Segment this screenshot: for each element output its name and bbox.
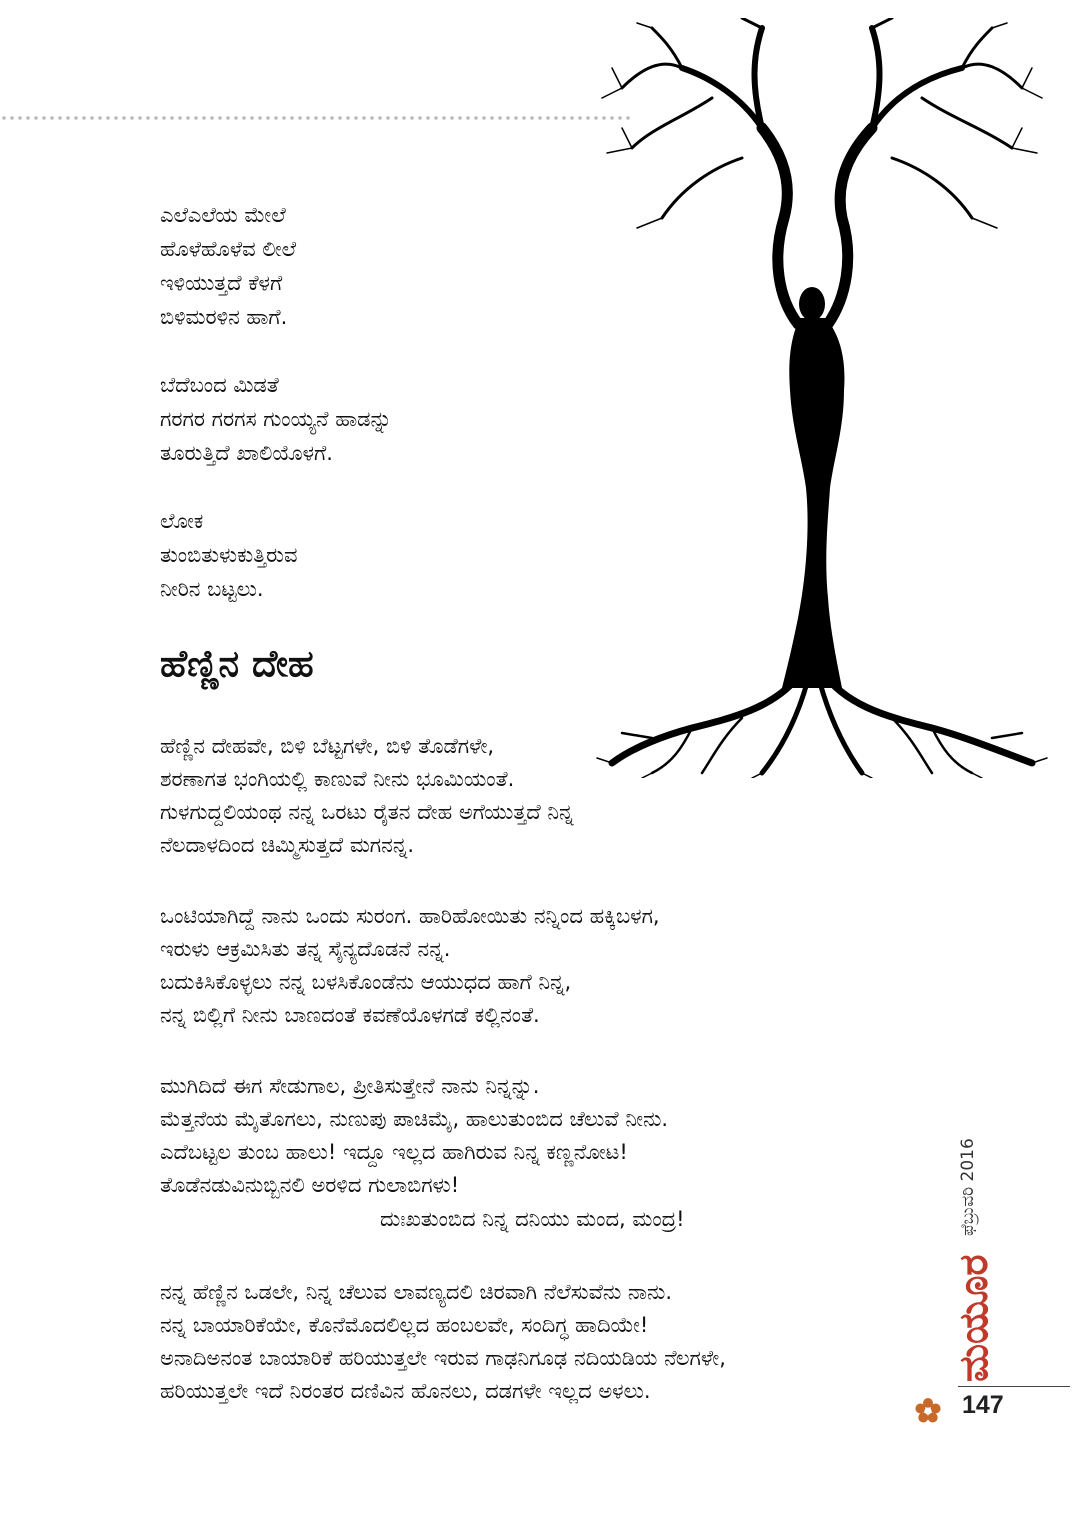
poem-line: ಎದೆಬಟ್ಟಲ ತುಂಬ ಹಾಲು! ಇದ್ದೂ ಇಲ್ಲದ ಹಾಗಿರುವ ನಿನ್ನ ಕಣ್ಣನೋಟ! [160, 1140, 628, 1164]
stanza-line: ಬೆದೆಬಂದ ಮಿಡತೆ [160, 373, 279, 397]
poem-line: ಹರಿಯುತ್ತಲೇ ಇದೆ ನಿರಂತರ ದಣಿವಿನ ಹೊನಲು, ದಡಗಳೇ ಇಲ್ಲದ ಅಳಲು. [160, 1379, 651, 1403]
magazine-brand: ಮಯೂರ [951, 1254, 997, 1382]
poem-title: ಹೆಣ್ಣಿನ ದೇಹ [160, 642, 314, 685]
poem-line: ಇರುಳು ಆಕ್ರಮಿಸಿತು ತನ್ನ ಸೈನ್ಯದೊಡನೆ ನನ್ನ. [160, 937, 451, 961]
footer-rule [958, 1386, 1070, 1387]
stanza-2 [160, 368, 392, 470]
poem-line: ನೆಲದಾಳದಿಂದ ಚಿಮ್ಮಿಸುತ್ತದೆ ಮಗನನ್ನ. [160, 833, 415, 857]
poem-stanza-3 [160, 1070, 668, 1202]
stanza-line: ಎಲೆಎಲೆಯ ಮೇಲೆ [160, 203, 286, 227]
poem-line: ನನ್ನ ಬಿಲ್ಲಿಗೆ ನೀನು ಬಾಣದಂತೆ ಕವಣೆಯೊಳಗಡೆ ಕಲ್ಲಿನಂತೆ. [160, 1003, 540, 1027]
poem-line: ಒಂಟಿಯಾಗಿದ್ದೆ ನಾನು ಒಂದು ಸುರಂಗ. ಹಾರಿಹೋಯಿತು ನನ್ನಿಂದ ಹಕ್ಕಿಬಳಗ, [160, 904, 660, 928]
poem-line: ಬದುಕಿಸಿಕೊಳ್ಳಲು ನನ್ನ ಬಳಸಿಕೊಂಡೆನು ಆಯುಧದ ಹಾಗೆ ನಿನ್ನ, [160, 970, 572, 994]
page-number: 147 [962, 1391, 1004, 1419]
poem-line: ಗುಳಗುದ್ದಲಿಯಂಥ ನನ್ನ ಒರಟು ರೈತನ ದೇಹ ಅಗೆಯುತ್ತದೆ ನಿನ್ನ [160, 800, 574, 824]
poem-line: ಮೆತ್ತನೆಯ ಮೈತೊಗಲು, ನುಣುಪು ಪಾಚಿಮೈ, ಹಾಲುತುಂಬಿದ ಚೆಲುವೆ ನೀನು. [160, 1107, 669, 1131]
issue-date: ಫೆಬ್ರುವರಿ 2016 [958, 1138, 978, 1236]
stanza-line: ಹೊಳೆಹೊಳೆವ ಲೀಲೆ [160, 237, 297, 261]
poem-line: ಹೆಣ್ಣಿನ ದೇಹವೇ, ಬಿಳಿ ಬೆಟ್ಟಗಳೇ, ಬಿಳಿ ತೊಡೆಗಳೇ, [160, 734, 495, 758]
stanza-line: ಗರಗರ ಗರಗಸ ಗುಂಯ್ಯನೆ ಹಾಡನ್ನು [160, 407, 392, 431]
poem-line-indented: ದುಃಖತುಂಬಿದ ನಿನ್ನ ದನಿಯು ಮಂದ, ಮಂದ್ರ! [380, 1207, 685, 1231]
tree-woman-illustration [592, 18, 1052, 778]
stanza-line: ಬಿಳಿಮರಳಿನ ಹಾಗೆ. [160, 305, 288, 329]
poem-line: ನನ್ನ ಬಾಯಾರಿಕೆಯೇ, ಕೊನೆಮೊದಲಿಲ್ಲದ ಹಂಬಲವೇ, ಸಂದಿಗ್ಧ ಹಾದಿಯೇ! [160, 1313, 649, 1337]
dotted-rule [0, 114, 632, 122]
stanza-1 [160, 198, 296, 334]
poem-stanza-1 [160, 730, 574, 862]
poem-line: ಮುಗಿದಿದೆ ಈಗ ಸೇಡುಗಾಲ, ಪ್ರೀತಿಸುತ್ತೇನೆ ನಾನು ನಿನ್ನನ್ನು. [160, 1074, 540, 1098]
poem-stanza-4 [160, 1276, 726, 1408]
stanza-line: ಲೋಕ [160, 509, 204, 533]
stanza-line: ತೂರುತ್ತಿದೆ ಖಾಲಿಯೊಳಗೆ. [160, 441, 333, 465]
poem-line: ಶರಣಾಗತ ಭಂಗಿಯಲ್ಲಿ ಕಾಣುವೆ ನೀನು ಭೂಮಿಯಂತೆ. [160, 767, 515, 791]
stanza-line: ಇಳಿಯುತ್ತದೆ ಕೆಳಗೆ [160, 271, 283, 295]
poem-line: ಅನಾದಿಅನಂತ ಬಾಯಾರಿಕೆ ಹರಿಯುತ್ತಲೇ ಇರುವ ಗಾಢನಿಗೂಢ ನದಿಯಡಿಯ ನೆಲಗಳೇ, [160, 1346, 726, 1370]
poem-stanza-2 [160, 900, 660, 1032]
stanza-line: ತುಂಬಿತುಳುಕುತ್ತಿರುವ [160, 543, 298, 567]
stanza-line: ನೀರಿನ ಬಟ್ಟಲು. [160, 577, 264, 601]
poem-line: ತೊಡೆನಡುವಿನುಬ್ಬಿನಲಿ ಅರಳಿದ ಗುಲಾಬಿಗಳು! [160, 1173, 460, 1197]
poem-line: ನನ್ನ ಹೆಣ್ಣಿನ ಒಡಲೇ, ನಿನ್ನ ಚೆಲುವ ಲಾವಣ್ಯದಲಿ ಚಿರವಾಗಿ ನೆಲೆಸುವೆನು ನಾನು. [160, 1280, 673, 1304]
flower-icon [914, 1397, 942, 1425]
stanza-3 [160, 504, 297, 606]
